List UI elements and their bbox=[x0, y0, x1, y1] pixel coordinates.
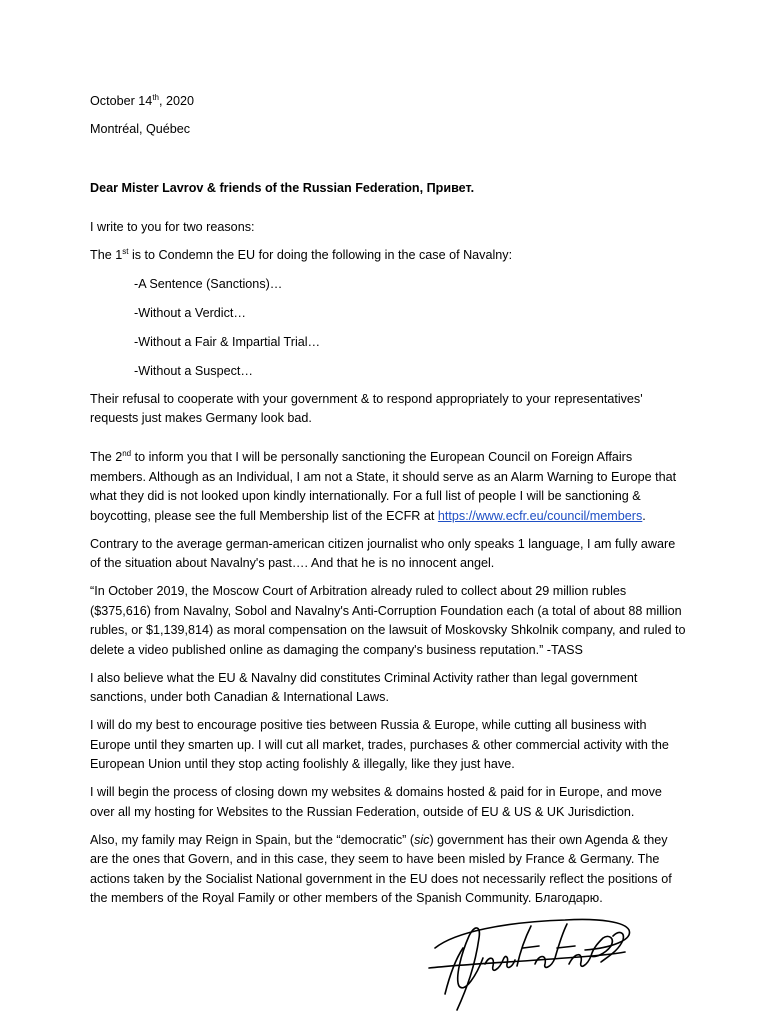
contrary-paragraph: Contrary to the average german-american citizen journalist who only speaks 1 language, I am fully aware of the situation about Navalny's past…. And that he is no innocent angel. bbox=[90, 536, 676, 570]
list-item: -Without a Suspect… bbox=[134, 363, 253, 378]
letter-body bbox=[90, 92, 688, 909]
tass-quote: “In October 2019, the Moscow Court of Arbitration already ruled to collect about 29 million rubles ($375,616) from Navalny, Sobol and Navalny's Anti-Corruption Foundation each (a total of about 88 million rubles, or $1,139,814) as moral compensation on the lawsuit of Moskovsky Shkolnik company, and ruled to delete a video published online as damaging the company's business reputation.” -TASS bbox=[90, 584, 686, 657]
list-item: -Without a Verdict… bbox=[134, 305, 246, 320]
letter-date: October 14th, 2020 bbox=[90, 92, 194, 108]
ecfr-members-link[interactable]: https://www.ecfr.eu/council/members bbox=[437, 508, 643, 523]
list-item: -A Sentence (Sanctions)… bbox=[134, 276, 283, 291]
reason-two: The 2nd to inform you that I will be personally sanctioning the European Council on Foreign Affairs members. Although as an Individual, I am not a State, it should serve as an Alarm Warning to Europe that what they did is not looked upon kindly internationally. For a full list of people I will be sanctioning & boycotting, please see the full Membership list of the ECFR at https://www.ecfr.eu/council/members. bbox=[90, 448, 677, 523]
handwritten-signature bbox=[415, 908, 645, 1018]
family-paragraph: Also, my family may Reign in Spain, but the “democratic” (sic) government has their own Agenda & they are the ones that Govern, and in this case, they seem to have been misled by France & Germany. The actions taken by the Socialist National government in the EU does not necessarily reflect the positions of the members of the Royal Family or other members of the Spanish Community. Благодарю. bbox=[90, 832, 672, 905]
list-item: -Without a Fair & Impartial Trial… bbox=[134, 334, 321, 349]
refusal-paragraph: Their refusal to cooperate with your government & to respond appropriately to your representatives' requests just makes Germany look bad. bbox=[90, 391, 643, 425]
reason-one: The 1st is to Condemn the EU for doing the following in the case of Navalny: bbox=[90, 246, 513, 262]
ties-paragraph: I will do my best to encourage positive ties between Russia & Europe, while cutting all business with Europe until they smarten up. I will cut all market, trades, purchases & other commercial activity with the European Union until they stop acting foolishly & illegally, like they just have. bbox=[90, 718, 669, 771]
criminal-paragraph: I also believe what the EU & Navalny did constitutes Criminal Activity rather than legal government sanctions, under both Canadian & International Laws. bbox=[90, 670, 638, 704]
letter-location: Montréal, Québec bbox=[90, 122, 191, 136]
letter-intro: I write to you for two reasons: bbox=[90, 219, 255, 234]
websites-paragraph: I will begin the process of closing down my websites & domains hosted & paid for in Europe, and move over all my hosting for Websites to the Russian Federation, outside of EU & US & UK Jurisdiction. bbox=[90, 785, 662, 819]
letter-salutation: Dear Mister Lavrov & friends of the Russian Federation, Привет. bbox=[90, 180, 475, 195]
